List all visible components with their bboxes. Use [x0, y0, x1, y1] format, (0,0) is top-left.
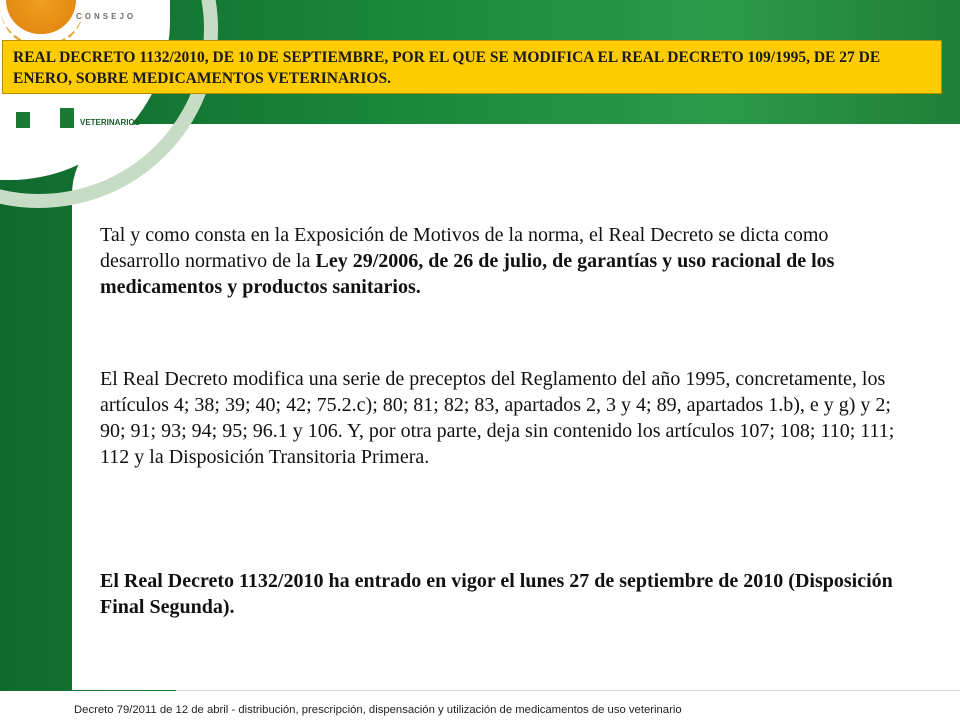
paragraph-law-reference — [100, 222, 900, 300]
slide-title: REAL DECRETO 1132/2010, DE 10 DE SEPTIEMBRE, POR EL QUE SE MODIFICA EL REAL DECRETO 109/1995, DE 27 DE ENERO, SOBRE MEDICAMENTOS VETERINARIOS. — [2, 40, 942, 94]
footer-text: Decreto 79/2011 de 12 de abril - distribución, prescripción, dispensación y utilización de medicamentos de uso veterinario — [74, 704, 682, 716]
logo-consejo-text: CONSEJO — [76, 12, 137, 21]
logo-bar — [60, 108, 74, 128]
footer-divider — [176, 690, 960, 691]
paragraph-entry-into-force: El Real Decreto 1132/2010 ha entrado en vigor el lunes 27 de septiembre de 2010 (Disposición Final Segunda). — [100, 570, 893, 618]
logo-bar — [16, 112, 30, 128]
paragraph-modified-articles: El Real Decreto modifica una serie de preceptos del Reglamento del año 1995, concretamente, los artículos 4; 38; 39; 40; 42; 75.2.c); 80; 81; 82; 83, apartados 2, 3 y 4; 89, apartados 1.b), e y g) y 2; 90; 91; 93; 94; 95; 96.1 y 106. Y, por otra parte, deja sin contenido los artículos 107; 108; 110; 111; 112 y la Disposición Transitoria Primera. — [100, 368, 895, 468]
paragraph-text: Tal y como consta en la Exposición de Motivos de la norma, el Real Decreto se dicta como desarrollo normativo de la — [100, 224, 829, 272]
law-name: Ley 29/2006, de 26 de julio, de garantías y uso racional de los medicamentos y productos sanitarios. — [100, 250, 835, 298]
logo-veterinarios-text: VETERINARIOS — [80, 118, 141, 127]
